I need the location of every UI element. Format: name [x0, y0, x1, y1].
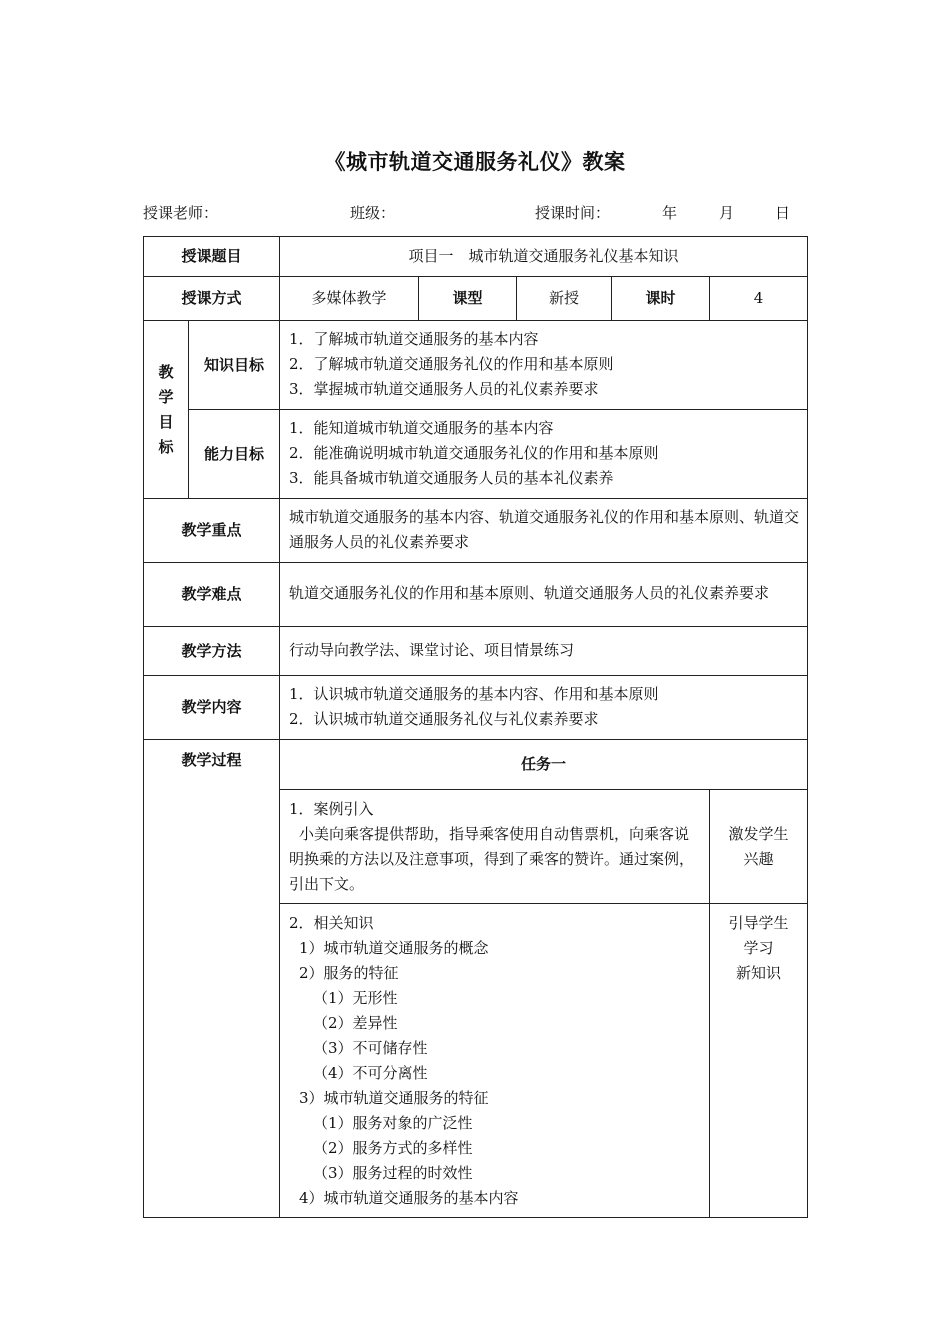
key-points-value: 城市轨道交通服务的基本内容、轨道交通服务礼仪的作用和基本原则、轨道交通服务人员的礼仪素养要求 — [280, 499, 808, 563]
type-value: 新授 — [517, 277, 612, 321]
list-item: 3．掌握城市轨道交通服务人员的礼仪素养要求 — [289, 379, 599, 398]
process-label — [144, 740, 280, 1218]
case-intro-note — [710, 790, 808, 904]
method-label: 授课方式 — [144, 277, 280, 321]
difficulties-label: 教学难点 — [144, 563, 280, 627]
method-value: 多媒体教学 — [280, 277, 419, 321]
list-item: 2．认识城市轨道交通服务礼仪与礼仪素养要求 — [289, 709, 599, 728]
teacher-label: 授课老师： — [143, 204, 219, 222]
key-points-row — [144, 499, 808, 563]
methods-label: 教学方法 — [144, 627, 280, 676]
type-label: 课型 — [419, 277, 517, 321]
difficulties-value: 轨道交通服务礼仪的作用和基本原则、轨道交通服务人员的礼仪素养要求 — [280, 563, 808, 627]
knowledge-line: （2）服务方式的多样性 — [313, 1139, 473, 1157]
process-header-row — [144, 740, 808, 790]
case-intro-cell — [280, 790, 710, 904]
topic-label: 授课题目 — [144, 237, 280, 277]
content-label-text: 教学内容 — [181, 698, 242, 716]
objectives-label — [144, 321, 189, 499]
lesson-plan-table — [143, 236, 808, 1218]
key-points-label: 教学重点 — [144, 499, 280, 563]
knowledge-note — [710, 904, 808, 1218]
objectives-label-char: 标 — [158, 437, 174, 456]
knowledge-line: （3）服务过程的时效性 — [313, 1164, 473, 1182]
document-title: 《城市轨道交通服务礼仪》教案 — [324, 150, 626, 174]
content-list — [280, 676, 808, 740]
objectives-label-char: 教 — [158, 362, 174, 381]
knowledge-line: （1）服务对象的广泛性 — [313, 1114, 473, 1132]
hours-value: 4 — [710, 277, 808, 321]
note-line: 引导学生 — [728, 914, 789, 932]
objectives-label-char: 目 — [158, 412, 174, 431]
ability-objective-row — [144, 410, 808, 499]
year-label: 年 — [662, 204, 678, 222]
content-row — [144, 676, 808, 740]
method-row — [144, 277, 808, 321]
class-label: 班级： — [350, 204, 396, 222]
topic-row — [144, 237, 808, 277]
methods-row — [144, 627, 808, 676]
ability-objective-label: 能力目标 — [189, 410, 280, 499]
list-item: 1．能知道城市轨道交通服务的基本内容 — [289, 418, 554, 437]
knowledge-line: 4）城市轨道交通服务的基本内容 — [299, 1189, 519, 1207]
list-item: 1．了解城市轨道交通服务的基本内容 — [289, 329, 539, 348]
hours-label: 课时 — [612, 277, 710, 321]
case-intro-heading: 1．案例引入 — [289, 800, 374, 818]
list-item: 1．认识城市轨道交通服务的基本内容、作用和基本原则 — [289, 684, 659, 703]
knowledge-objective-row — [144, 321, 808, 410]
knowledge-heading: 2．相关知识 — [289, 914, 374, 932]
month-label: 月 — [719, 204, 735, 222]
note-line: 激发学生 — [728, 824, 789, 843]
topic-value: 项目一 城市轨道交通服务礼仪基本知识 — [280, 237, 808, 277]
list-item: 3．能具备城市轨道交通服务人员的基本礼仪素养 — [289, 468, 614, 487]
time-label: 授课时间： — [535, 204, 611, 222]
ability-objective-list — [280, 410, 808, 499]
process-label-text: 教学过程 — [181, 751, 242, 769]
objectives-label-char: 学 — [158, 387, 174, 406]
note-line: 新知识 — [736, 964, 782, 982]
note-line: 学习 — [743, 939, 774, 957]
knowledge-line: 2）服务的特征 — [299, 964, 399, 982]
knowledge-line: （2）差异性 — [313, 1014, 398, 1032]
knowledge-line: （4）不可分离性 — [313, 1064, 428, 1082]
list-item: 2．能准确说明城市轨道交通服务礼仪的作用和基本原则 — [289, 443, 659, 462]
difficulties-row — [144, 563, 808, 627]
methods-value: 行动导向教学法、课堂讨论、项目情景练习 — [280, 627, 808, 676]
knowledge-line: 1）城市轨道交通服务的概念 — [299, 939, 489, 957]
knowledge-objective-label: 知识目标 — [189, 321, 280, 410]
day-label: 日 — [775, 204, 791, 222]
knowledge-line: 3）城市轨道交通服务的特征 — [299, 1089, 489, 1107]
case-intro-body: 小美向乘客提供帮助，指导乘客使用自动售票机，向乘客说明换乘的方法以及注意事项，得到了乘客的赞许。通过案例，引出下文。 — [289, 825, 695, 893]
list-item: 2．了解城市轨道交通服务礼仪的作用和基本原则 — [289, 354, 614, 373]
knowledge-line: （3）不可储存性 — [313, 1039, 428, 1057]
note-line: 兴趣 — [743, 849, 774, 868]
knowledge-cell — [280, 904, 710, 1218]
task-title: 任务一 — [280, 740, 808, 790]
content-label — [144, 676, 280, 740]
knowledge-objective-list — [280, 321, 808, 410]
knowledge-line: （1）无形性 — [313, 989, 398, 1007]
